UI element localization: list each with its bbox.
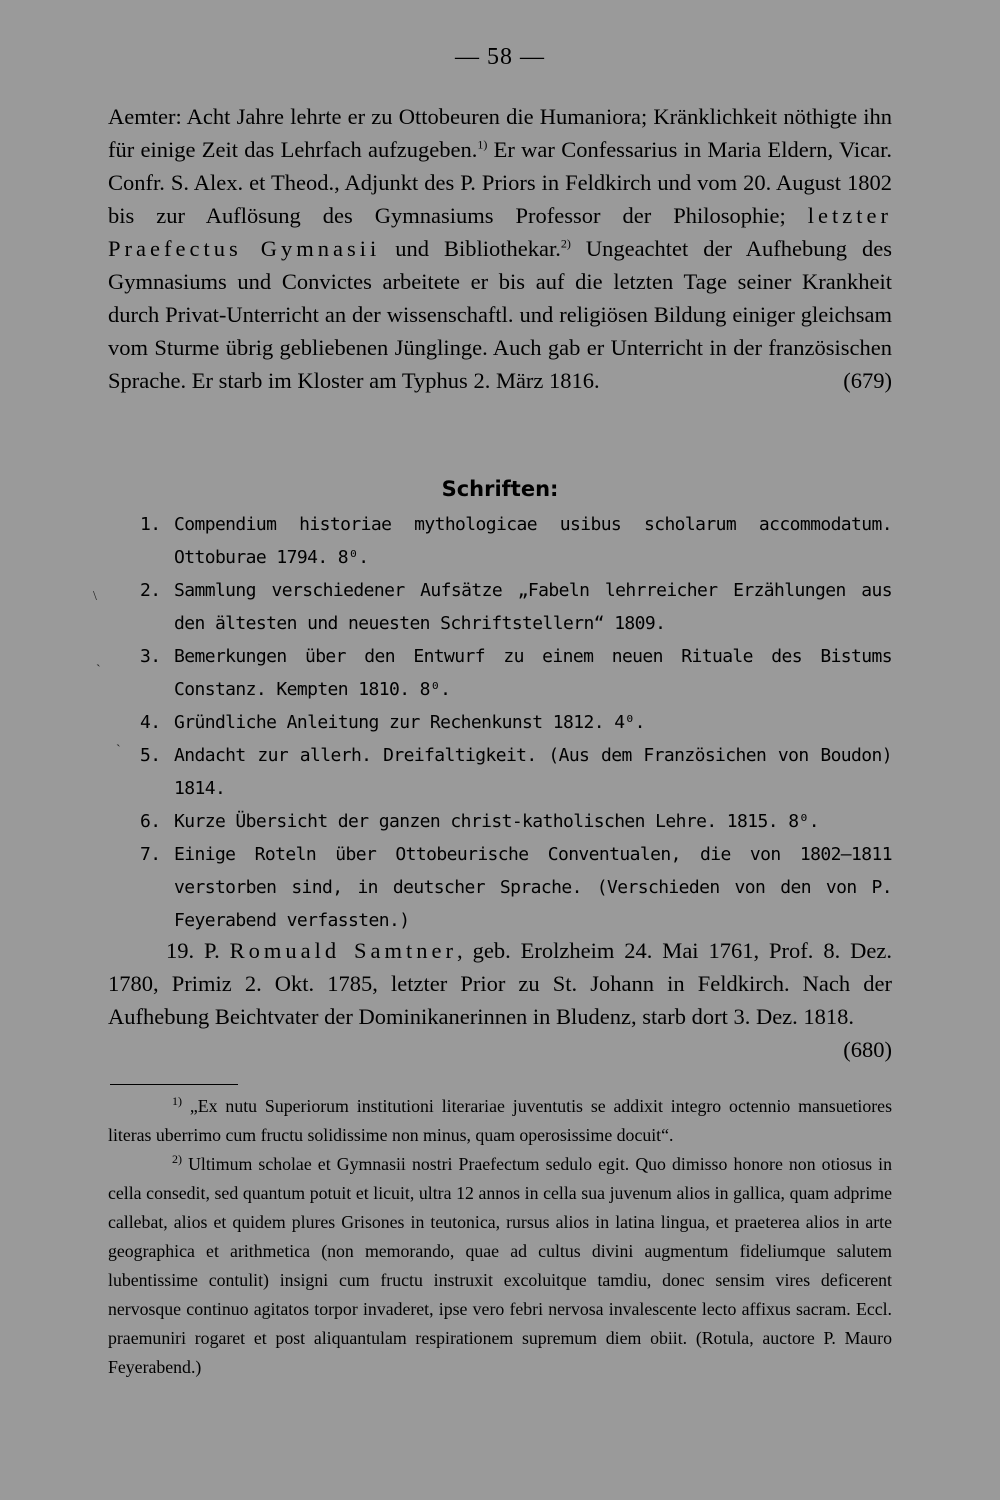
- entry-19-paragraph: [108, 934, 892, 1066]
- entry-number-679: (679): [843, 368, 892, 393]
- item-text: Kurze Übersicht der ganzen christ-katholischen Lehre. 1815. 8⁰.: [174, 811, 819, 832]
- spaced-title: letzter Praefectus Gymnasii: [108, 203, 892, 261]
- item-number: 7.: [140, 844, 161, 865]
- entry-19-prefix: 19. P.: [166, 938, 230, 963]
- item-number: 6.: [140, 811, 161, 832]
- entry-number-680: (680): [843, 1037, 892, 1062]
- entry-19-text: [108, 934, 892, 1062]
- item-number: 3.: [140, 646, 161, 667]
- item-text: Andacht zur allerh. Dreifaltigkeit. (Aus dem Französichen von Boudon) 1814.: [174, 745, 892, 799]
- item-number: 2.: [140, 580, 161, 601]
- biography-part-2: Er war Confessarius in Maria Eldern, Vicar. Confr. S. Alex. et Theod., Adjunkt des P. Priors in Feldkirch und vom 20. August 1802 bis zur Auflösung des Gymnasiums Professor der Philosophie;: [108, 137, 892, 228]
- list-item: [108, 739, 892, 805]
- schriften-list: [108, 508, 892, 937]
- footnote-2: [108, 1150, 892, 1382]
- margin-pencil-mark: `: [116, 743, 121, 758]
- list-item: [108, 574, 892, 640]
- schriften-heading: Schriften:: [441, 477, 559, 501]
- list-item: [108, 706, 892, 739]
- item-number: 1.: [140, 514, 161, 535]
- biography-text: [108, 100, 892, 397]
- page-number: — 58 —: [455, 44, 545, 70]
- footnote-ref-1: 1): [477, 137, 488, 152]
- item-number: 4.: [140, 712, 161, 733]
- footnote-1: [108, 1092, 892, 1150]
- item-text: Compendium historiae mythologicae usibus scholarum accommodatum. Ottoburae 1794. 8⁰.: [174, 514, 892, 568]
- footnotes: [108, 1092, 892, 1382]
- list-item: [108, 805, 892, 838]
- list-item: [108, 508, 892, 574]
- footnote-mark: 1): [172, 1094, 182, 1109]
- list-item: [108, 838, 892, 937]
- footnote-text: „Ex nutu Superiorum institutioni literariae juventutis se addixit integro octennio mansuetiores literas uberrimo cum fructu solidissime non minus, quam operosissime docuit“.: [108, 1096, 892, 1145]
- item-text: Sammlung verschiedener Aufsätze „Fabeln lehrreicher Erzählungen aus den ältesten und neuesten Schriftstellern“ 1809.: [174, 580, 892, 634]
- biography-part-3: und Bibliothekar.: [380, 236, 561, 261]
- item-text: Gründliche Anleitung zur Rechenkunst 1812. 4⁰.: [174, 712, 645, 733]
- entry-19-name: Romuald Samtner: [229, 938, 458, 963]
- margin-pencil-mark: `: [96, 663, 101, 678]
- footnote-divider: [110, 1084, 238, 1085]
- item-text: Einige Roteln über Ottobeurische Conventualen, die von 1802—1811 verstorben sind, in deutscher Sprache. (Verschieden von den von P. Feyerabend verfassten.): [174, 844, 892, 931]
- biography-part-1: Aemter: Acht Jahre lehrte er zu Ottobeuren die Humaniora; Kränklichkeit nöthigte ihn für einige Zeit das Lehrfach aufzugeben.: [108, 104, 892, 162]
- biography-part-4: Ungeachtet der Aufhebung des Gymnasiums und Convictes arbeitete er bis auf die letzten Tage seiner Krankheit durch Privat-Unterricht an der wissenschaftl. und religiösen Bildung einiger gleichsam vom Sturme übrig gebliebenen Jünglinge. Auch gab er Unterricht in der französischen Sprache. Er starb im Kloster am Typhus 2. März 1816.: [108, 236, 892, 393]
- item-number: 5.: [140, 745, 161, 766]
- footnote-ref-2: 2): [560, 236, 571, 251]
- entry-19-body: , geb. Erolzheim 24. Mai 1761, Prof. 8. Dez. 1780, Primiz 2. Okt. 1785, letzter Prior zu St. Johann in Feldkirch. Nach der Aufhebung Beichtvater der Dominikanerinnen in Bludenz, starb dort 3. Dez. 1818.: [108, 938, 892, 1029]
- biography-paragraph: [108, 100, 892, 397]
- footnote-text: Ultimum scholae et Gymnasii nostri Praefectum sedulo egit. Quo dimisso honore non otiosus in cella consedit, sed quantum potuit et licuit, ultra 12 annos in cella sua juvenum alios in gallica, quam adprime callebat, alios et quidem plures Grisones in teutonica, rursus alios in latina lingua, et praeterea alios in arte geographica et arithmetica (non memorando, quae ad cultus divini augmentum fideliumque salutem lubentissime contulit) insigni cum fructu instruxit excoluitque tamdiu, donec sensim vires deficerent nervosque continuo agitatos torpor invaderet, ipse vero febri nervosa invalescente lecto affixus sacram. Eccl. praemuniri rogaret et post aliquantulam respirationem supremum diem obiit. (Rotula, auctore P. Mauro Feyerabend.): [108, 1154, 892, 1377]
- list-item: [108, 640, 892, 706]
- footnote-mark: 2): [172, 1152, 182, 1167]
- margin-pencil-mark: \: [93, 589, 97, 604]
- item-text: Bemerkungen über den Entwurf zu einem neuen Rituale des Bistums Constanz. Kempten 1810. 8⁰.: [174, 646, 892, 700]
